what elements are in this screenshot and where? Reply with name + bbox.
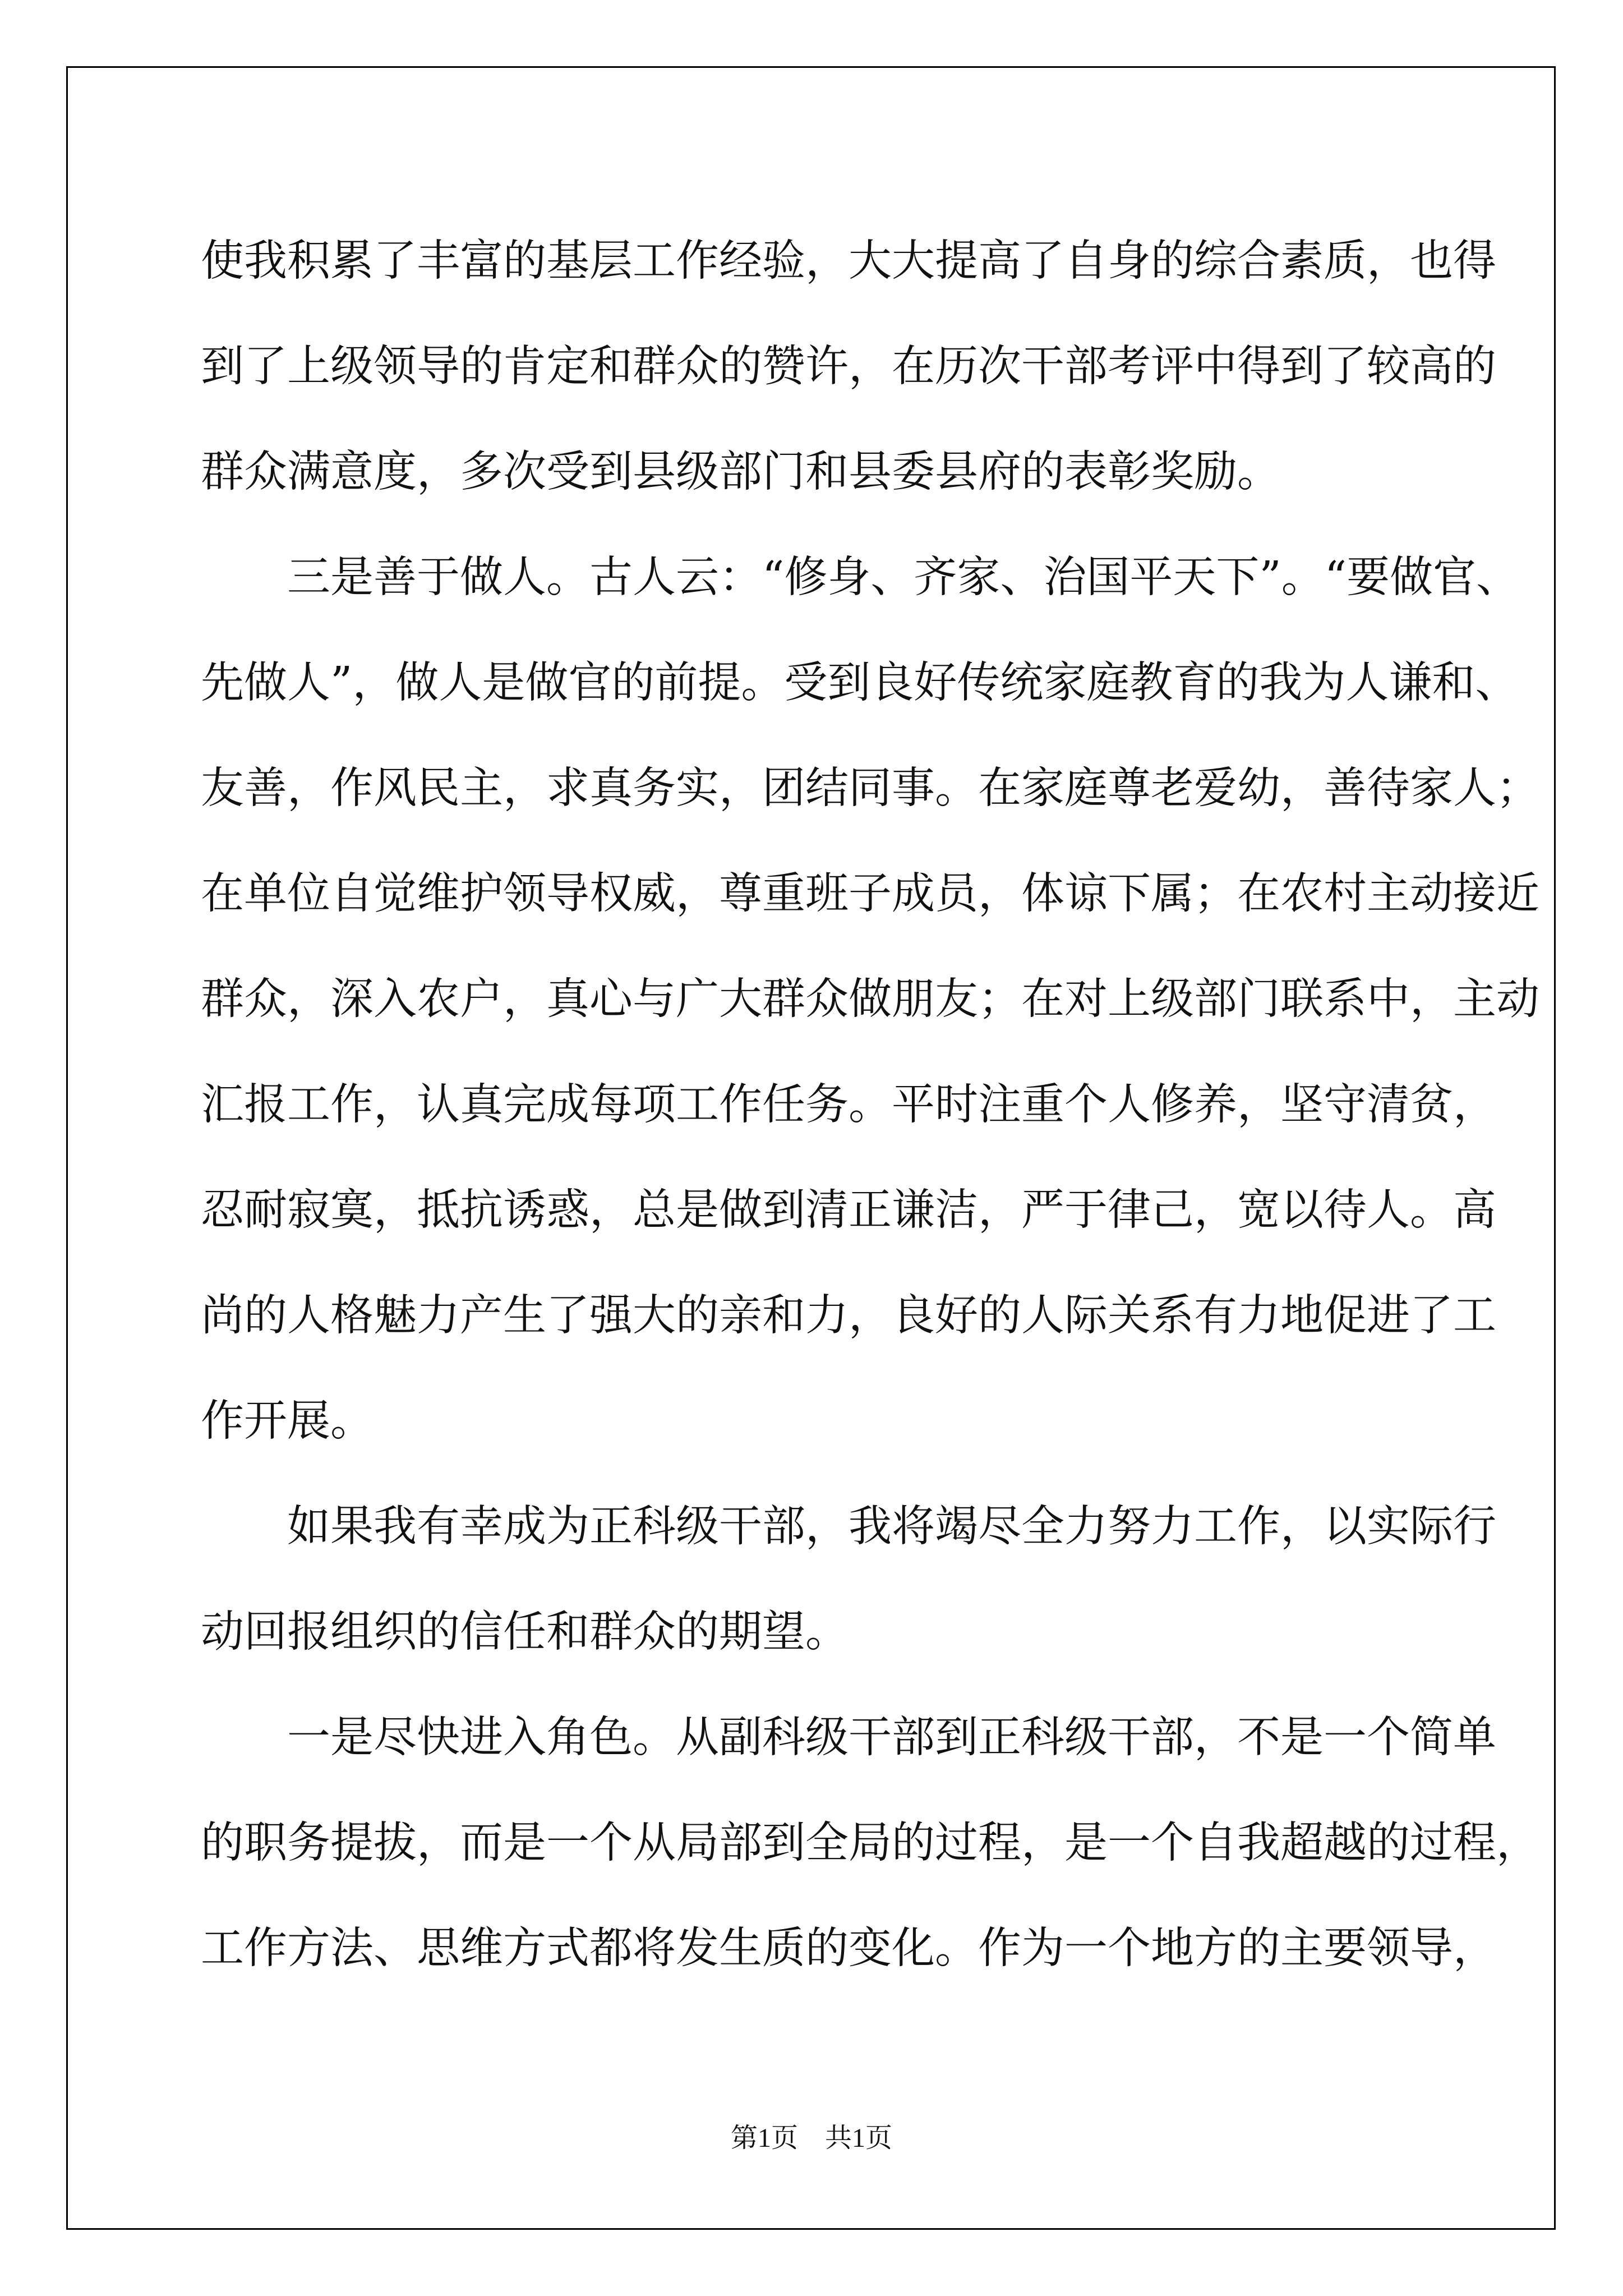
text-line: 汇报工作，认真完成每项工作任务。平时注重个人修养，坚守清贫， xyxy=(201,1080,1496,1130)
text-line: 群众，深入农户，真心与广大群众做朋友；在对上级部门联系中，主动 xyxy=(201,974,1539,1024)
text-line: 三是善于做人。古人云：“修身、齐家、治国平天下”。“要做官、 xyxy=(201,553,1520,602)
text-line: 的职务提拔，而是一个从局部到全局的过程，是一个自我超越的过程， xyxy=(201,1818,1539,1868)
text-line: 友善，作风民主，求真务实，团结同事。在家庭尊老爱幼，善待家人； xyxy=(201,763,1539,813)
page-number: 第1页 共1页 xyxy=(730,2123,892,2153)
text-line: 尚的人格魅力产生了强大的亲和力，良好的人际关系有力地促进了工 xyxy=(201,1291,1496,1341)
text-line: 作开展。 xyxy=(201,1396,374,1446)
text-line: 使我积累了丰富的基层工作经验，大大提高了自身的综合素质，也得 xyxy=(201,236,1496,286)
text-line: 忍耐寂寞，抵抗诱惑，总是做到清正谦洁，严于律己，宽以待人。高 xyxy=(201,1185,1496,1235)
text-line: 如果我有幸成为正科级干部，我将竭尽全力努力工作，以实际行 xyxy=(201,1502,1496,1552)
text-line: 一是尽快进入角色。从副科级干部到正科级干部，不是一个简单 xyxy=(201,1713,1496,1763)
text-line: 群众满意度，多次受到县级部门和县委县府的表彰奖励。 xyxy=(201,447,1280,497)
document-body xyxy=(201,209,1539,2001)
text-line: 先做人”，做人是做官的前提。受到良好传统家庭教育的我为人谦和、 xyxy=(201,658,1519,708)
page-footer xyxy=(0,2116,1623,2155)
text-line: 在单位自觉维护领导权威，尊重班子成员，体谅下属；在农村主动接近 xyxy=(201,869,1539,919)
text-line: 到了上级领导的肯定和群众的赞许，在历次干部考评中得到了较高的 xyxy=(201,342,1496,392)
text-line: 动回报组织的信任和群众的期望。 xyxy=(201,1607,849,1657)
text-line: 工作方法、思维方式都将发生质的变化。作为一个地方的主要领导， xyxy=(201,1924,1496,1973)
